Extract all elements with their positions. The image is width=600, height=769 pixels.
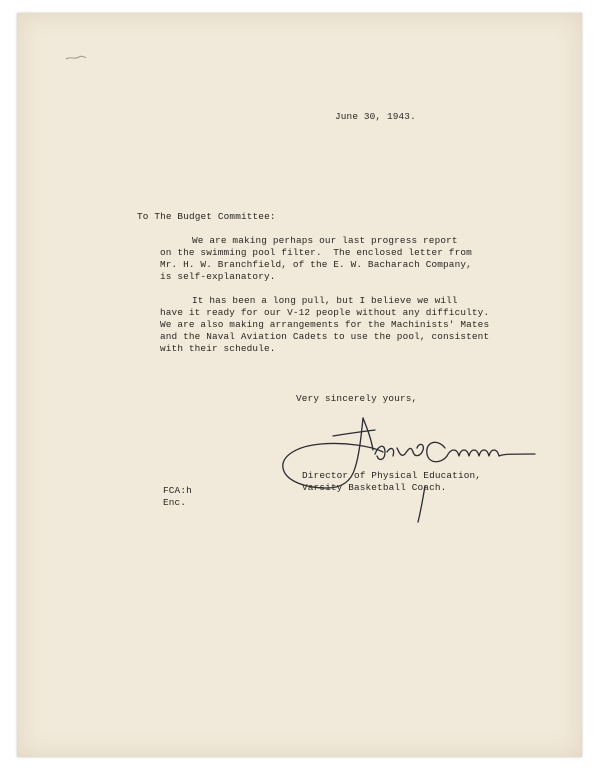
signer-title-line: Varsity Basketball Coach. <box>302 482 447 493</box>
signer-title-line: Director of Physical Education, <box>302 470 482 481</box>
handwritten-signature <box>275 408 545 528</box>
paragraph-line: Mr. H. W. Branchfield, of the E. W. Bacharach Company, <box>160 259 472 270</box>
paragraph-line: have it ready for our V-12 people without any difficulty. <box>160 307 490 318</box>
enclosure-note: Enc. <box>163 497 187 508</box>
paragraph-line: We are also making arrangements for the Machinists' Mates <box>160 319 490 330</box>
paragraph-line: We are making perhaps our last progress report <box>192 235 458 246</box>
paragraph-line: on the swimming pool filter. The enclosed letter from <box>160 247 472 258</box>
pencil-mark <box>65 54 87 62</box>
paragraph-line: and the Naval Aviation Cadets to use the pool, consistent <box>160 331 490 342</box>
paragraph-line: is self-explanatory. <box>160 271 276 282</box>
reference-initials: FCA:h <box>163 485 192 496</box>
paragraph-line: It has been a long pull, but I believe we will <box>192 295 458 306</box>
salutation: To The Budget Committee: <box>137 211 276 222</box>
paragraph-line: with their schedule. <box>160 343 276 354</box>
closing: Very sincerely yours, <box>296 393 418 404</box>
date-line: June 30, 1943. <box>335 111 416 122</box>
letter-page <box>17 13 582 757</box>
